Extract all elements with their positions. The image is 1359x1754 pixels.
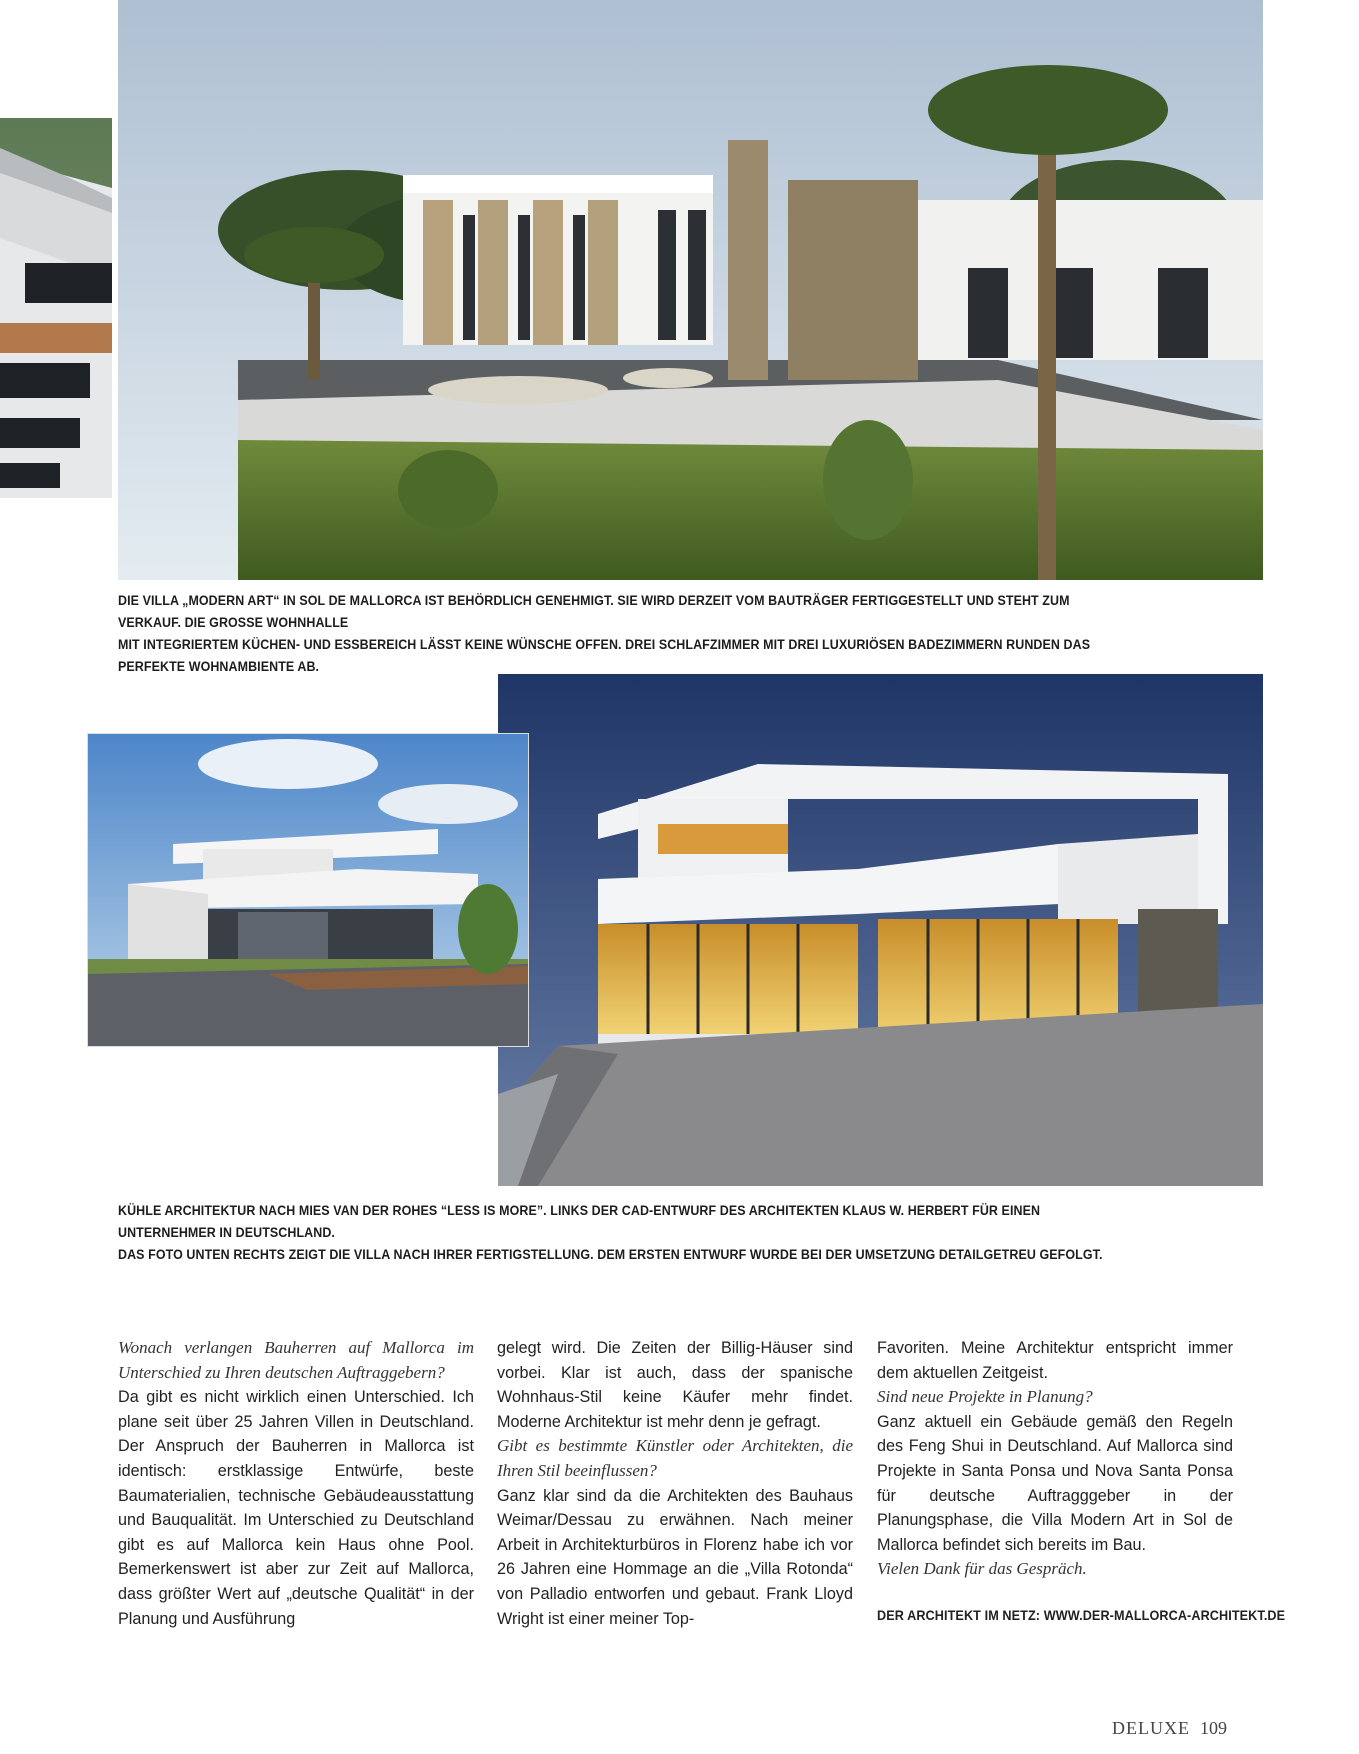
caption-line: MIT INTEGRIERTEM KÜCHEN- UND ESSBEREICH LÄSST KEINE WÜNSCHE OFFEN. DREI SCHLAFZIMMER MIT DREI LUXURIÖSEN BADEZIMMERN RUNDEN DAS PERFEKTE WOHNAMBIENTE AB. <box>118 637 1091 674</box>
interview-answer: Ganz klar sind da die Architekten des Bauhaus Weimar/Dessau zu erwähnen. Nach meiner Arbeit in Architekturbüros in Florenz habe ich vor 26 Jahren eine Hommage an die „Villa Rotonda“ von Palladio entworfen und gebaut. Frank Lloyd Wright ist einer meiner Top- <box>497 1486 853 1628</box>
article-column-2 <box>497 1336 853 1631</box>
article-column-1 <box>118 1336 474 1631</box>
photo-building-facade <box>0 118 112 498</box>
photo-cad-rendering <box>88 734 528 1046</box>
closing-line: Vielen Dank für das Gespräch. <box>877 1559 1087 1579</box>
photo-villa-finished-night <box>498 674 1263 1186</box>
page-number: 109 <box>1199 1718 1227 1738</box>
interview-answer: Favoriten. Meine Architektur entspricht immer dem aktuellen Zeitgeist. <box>877 1339 1233 1382</box>
interview-question: Wonach verlangen Bauherren auf Mallorca im Unterschied zu Ihren deutschen Auftraggebern? <box>118 1338 474 1382</box>
interview-question: Sind neue Projekte in Planung? <box>877 1387 1093 1407</box>
interview-answer: Da gibt es nicht wirklich einen Unterschied. Ich plane seit über 25 Jahren Villen in Deutschland. Der Anspruch der Bauherren in Mallorca ist identisch: erstklassige Entwürfe, beste Baumaterialien, technische Gebäudeausstattung und Bauqualität. Im Unterschied zu Deutschland gibt es auf Mallorca kein Haus ohne Pool. Bemerkenswert ist aber zur Zeit auf Mallorca, dass größter Wert auf „deutsche Qualität“ in der Planung und Ausführung <box>118 1388 474 1628</box>
interview-answer: Ganz aktuell ein Gebäude gemäß den Regeln des Feng Shui in Deutschland. Auf Mallorca sind Projekte in Santa Ponsa und Nova Santa Ponsa für deutsche Auftragggeber in der Planungsphase, die Villa Modern Art in Sol de Mallorca befindet sich bereits im Bau. <box>877 1412 1233 1554</box>
interview-question: Gibt es bestimmte Künstler oder Architekten, die Ihren Stil beeinflussen? <box>497 1436 853 1480</box>
photo-villa-modern-art <box>118 0 1263 580</box>
caption-line: DIE VILLA „MODERN ART“ IN SOL DE MALLORCA IST BEHÖRDLICH GENEHMIGT. SIE WIRD DERZEIT VOM BAUTRÄGER FERTIGGESTELLT UND STEHT ZUM VERKAUF. DIE GROSSE WOHNHALLE <box>118 593 1070 630</box>
page-folio <box>1112 1718 1227 1739</box>
caption-cad-and-photo <box>118 1200 1122 1266</box>
architect-website: DER ARCHITEKT IM NETZ: WWW.DER-MALLORCA-ARCHITEKT.DE <box>877 1607 1286 1623</box>
caption-villa-modern-art <box>118 590 1122 678</box>
caption-line: KÜHLE ARCHITEKTUR NACH MIES VAN DER ROHES “LESS IS MORE”. LINKS DER CAD-ENTWURF DES ARCHITEKTEN KLAUS W. HERBERT FÜR EINEN UNTERNEHMER IN DEUTSCHLAND. <box>118 1203 1041 1240</box>
magazine-name: DELUXE <box>1112 1718 1190 1738</box>
article-column-3 <box>877 1336 1286 1629</box>
caption-line: DAS FOTO UNTEN RECHTS ZEIGT DIE VILLA NACH IHRER FERTIGSTELLUNG. DEM ERSTEN ENTWURF WURDE BEI DER UMSETZUNG DETAILGETREU GEFOLGT. <box>118 1247 1103 1262</box>
interview-answer: gelegt wird. Die Zeiten der Billig-Häuser sind vorbei. Klar ist auch, dass der spanische Wohnhaus-Stil keine Käufer mehr findet. Moderne Architektur ist mehr denn je gefragt. <box>497 1339 853 1431</box>
